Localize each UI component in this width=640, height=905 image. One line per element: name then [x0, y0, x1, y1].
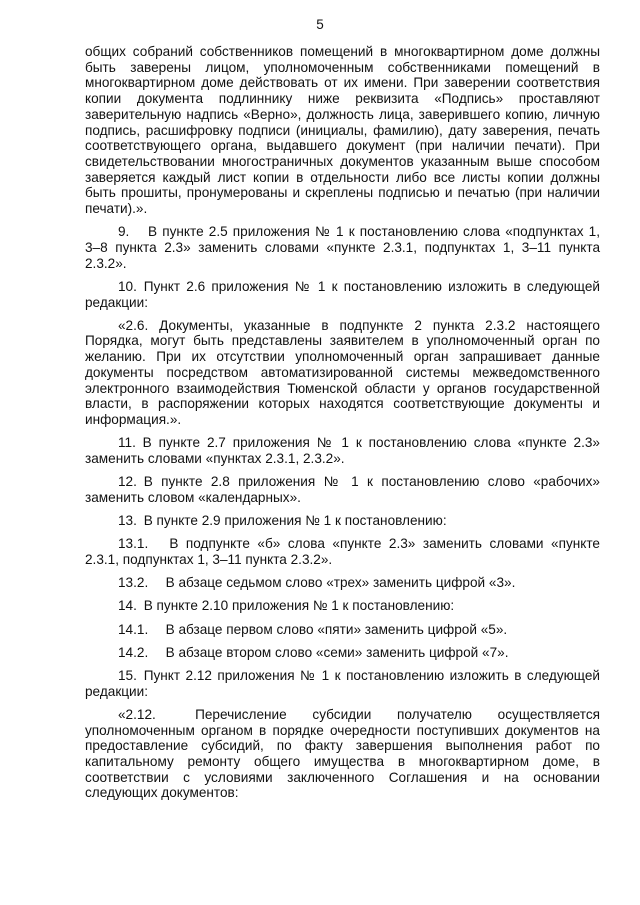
paragraph-quote-2-12: «2.12. Перечисление субсидии получателю осуществляется уполномоченным органом в порядке очередности поступивших документов на предоставление субсидий, по факту завершения выполнения работ по капитальному ремонту общего имущества в многоквартирном доме, в соответствии с условиями заключенного Соглашения и на основании следующих документов:	[85, 706, 600, 801]
paragraph-item-10: 10. Пункт 2.6 приложения № 1 к постановлению изложить в следующей редакции:	[85, 278, 600, 310]
paragraph-item-13: 13. В пункте 2.9 приложения № 1 к постановлению:	[118, 512, 447, 528]
paragraph-item-14-2: 14.2. В абзаце втором слово «семи» заменить цифрой «7».	[118, 644, 509, 660]
paragraph-quote-2-6: «2.6. Документы, указанные в подпункте 2 пункта 2.3.2 настоящего Порядка, могут быть представлены заявителем в уполномоченный орган по желанию. При их отсутствии уполномоченный орган запрашивает данные документы посредством автоматизированной системы межведомственного электронного взаимодействия Тюменской области у органов государственной власти, в распоряжении которых находятся соответствующие документы и информация.».	[85, 317, 600, 427]
paragraph-continuation: общих собраний собственников помещений в многоквартирном доме должны быть заверены лицом, уполномоченным собственниками помещений в многоквартирном доме действовать от их имени. При заверении соответствия копии документа подлиннику ниже реквизита «Подпись» проставляют заверительную надпись «Верно», должность лица, заверившего копию, личную подпись, расшифровку подписи (инициалы, фамилию), дату заверения, печать соответствующего органа, выдавшего документ (при наличии печати). При свидетельствовании многостраничных документов указанным выше способом заверяется каждый лист копии в отдельности либо все листы копии должны быть прошиты, пронумерованы и скреплены подписью и печатью (при наличии печати).».	[85, 44, 600, 217]
paragraph-item-12: 12. В пункте 2.8 приложения № 1 к постановлению слово «рабочих» заменить словом «календарных».	[85, 474, 600, 505]
page-number: 5	[316, 17, 324, 32]
paragraph-item-13-2: 13.2. В абзаце седьмом слово «трех» заменить цифрой «3».	[118, 575, 516, 591]
paragraph-item-9: 9. В пункте 2.5 приложения № 1 к постановлению слова «подпунктах 1, 3–8 пункта 2.3» заменить словами «пункте 2.3.1, подпунктах 1, 3–11 пункта 2.3.2».	[85, 224, 600, 271]
paragraph-item-13-1: 13.1. В подпункте «б» слова «пункте 2.3» заменить словами «пункте 2.3.1, подпунктах 1, 3–11 пункта 2.3.2».	[85, 536, 600, 567]
paragraph-item-14-1: 14.1. В абзаце первом слово «пяти» заменить цифрой «5».	[118, 621, 508, 637]
document-body	[85, 44, 600, 801]
paragraph-item-14: 14. В пункте 2.10 приложения № 1 к постановлению:	[118, 598, 455, 614]
paragraph-item-15: 15. Пункт 2.12 приложения № 1 к постановлению изложить в следующей редакции:	[85, 667, 600, 699]
paragraph-item-11: 11. В пункте 2.7 приложения № 1 к постановлению слова «пункте 2.3» заменить словами «пунктах 2.3.1, 2.3.2».	[85, 435, 600, 466]
